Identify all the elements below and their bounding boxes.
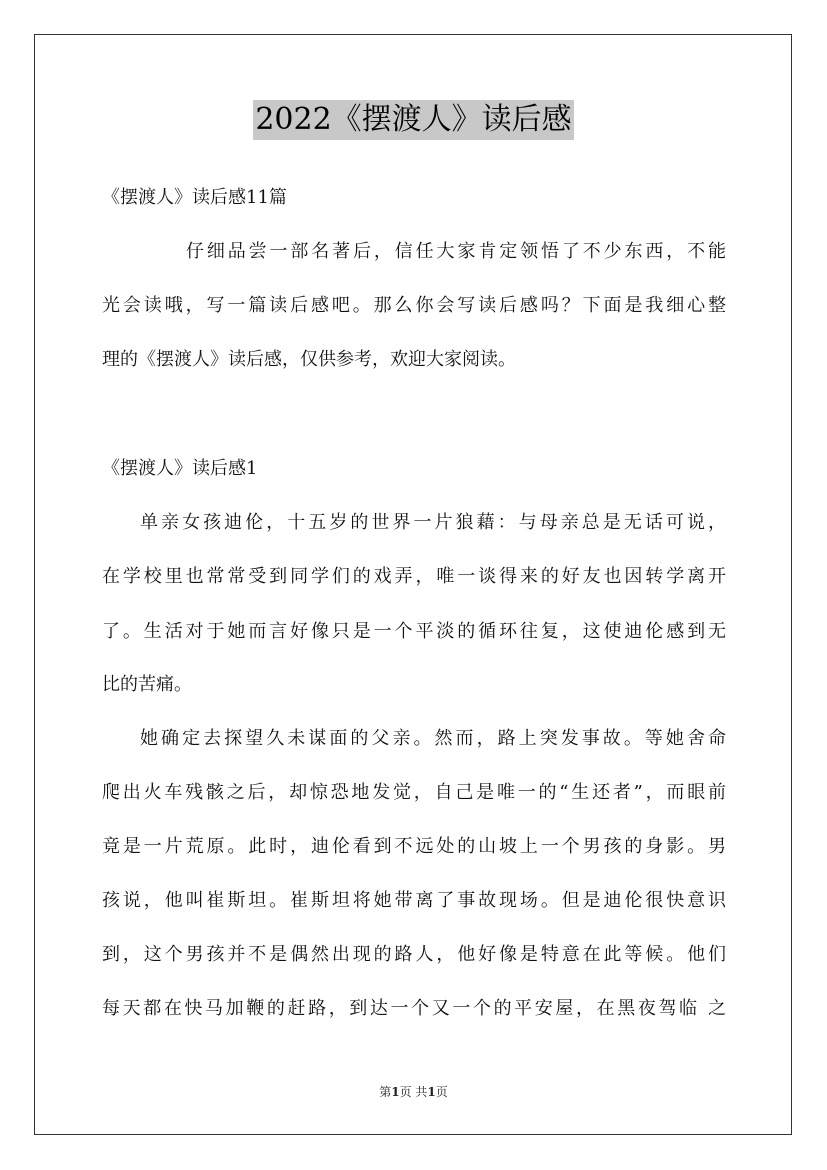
paragraph-line: 在学校里也常常受到同学们的戏弄，唯一谈得来的好友也因转学离开 bbox=[102, 566, 726, 587]
paragraph-line: 孩说，他叫崔斯坦。崔斯坦将她带离了事故现场。但是迪伦很快意识 bbox=[102, 890, 726, 911]
footer-prefix: 第 bbox=[379, 1085, 392, 1099]
paragraph-line: 爬出火车残骸之后，却惊恐地发觉，自己是唯一的“生还者”，而眼前 bbox=[102, 782, 726, 803]
title-container bbox=[0, 100, 827, 140]
section-heading: 《摆渡人》读后感1 bbox=[102, 458, 258, 479]
footer-mid: 页 共 bbox=[399, 1085, 428, 1099]
document-subtitle: 《摆渡人》读后感11篇 bbox=[102, 187, 287, 208]
footer-current-page: 1 bbox=[391, 1085, 400, 1099]
paragraph-line: 每天都在快马加鞭的赶路，到达一个又一个的平安屋，在黑夜驾临 之 bbox=[102, 998, 726, 1019]
paragraph-line: 单亲女孩迪伦，十五岁的世界一片狼藉：与母亲总是无话可说， bbox=[140, 512, 726, 533]
intro-line: 光会读哦，写一篇读后感吧。那么你会写读后感吗？下面是我细心整 bbox=[102, 295, 726, 316]
paragraph-line: 她确定去探望久未谋面的父亲。然而，路上突发事故。等她舍命 bbox=[140, 728, 726, 749]
footer-suffix: 页 bbox=[435, 1085, 448, 1099]
paragraph-line: 比的苦痛。 bbox=[102, 674, 192, 695]
paragraph-line: 了。生活对于她而言好像只是一个平淡的循环往复，这使迪伦感到无 bbox=[102, 621, 726, 642]
paragraph-line: 到，这个男孩并不是偶然出现的路人，他好像是特意在此等候。他们 bbox=[102, 944, 726, 965]
page-footer bbox=[0, 1083, 827, 1100]
paragraph-line: 竟是一片荒原。此时，迪伦看到不远处的山坡上一个男孩的身影。男 bbox=[102, 836, 726, 857]
intro-line: 仔细品尝一部名著后，信任大家肯定领悟了不少东西，不能 bbox=[186, 241, 726, 262]
footer-total-pages: 1 bbox=[427, 1085, 436, 1099]
intro-line: 理的《摆渡人》读后感，仅供参考，欢迎大家阅读。 bbox=[102, 349, 516, 370]
document-title: 2022《摆渡人》读后感 bbox=[253, 100, 573, 140]
